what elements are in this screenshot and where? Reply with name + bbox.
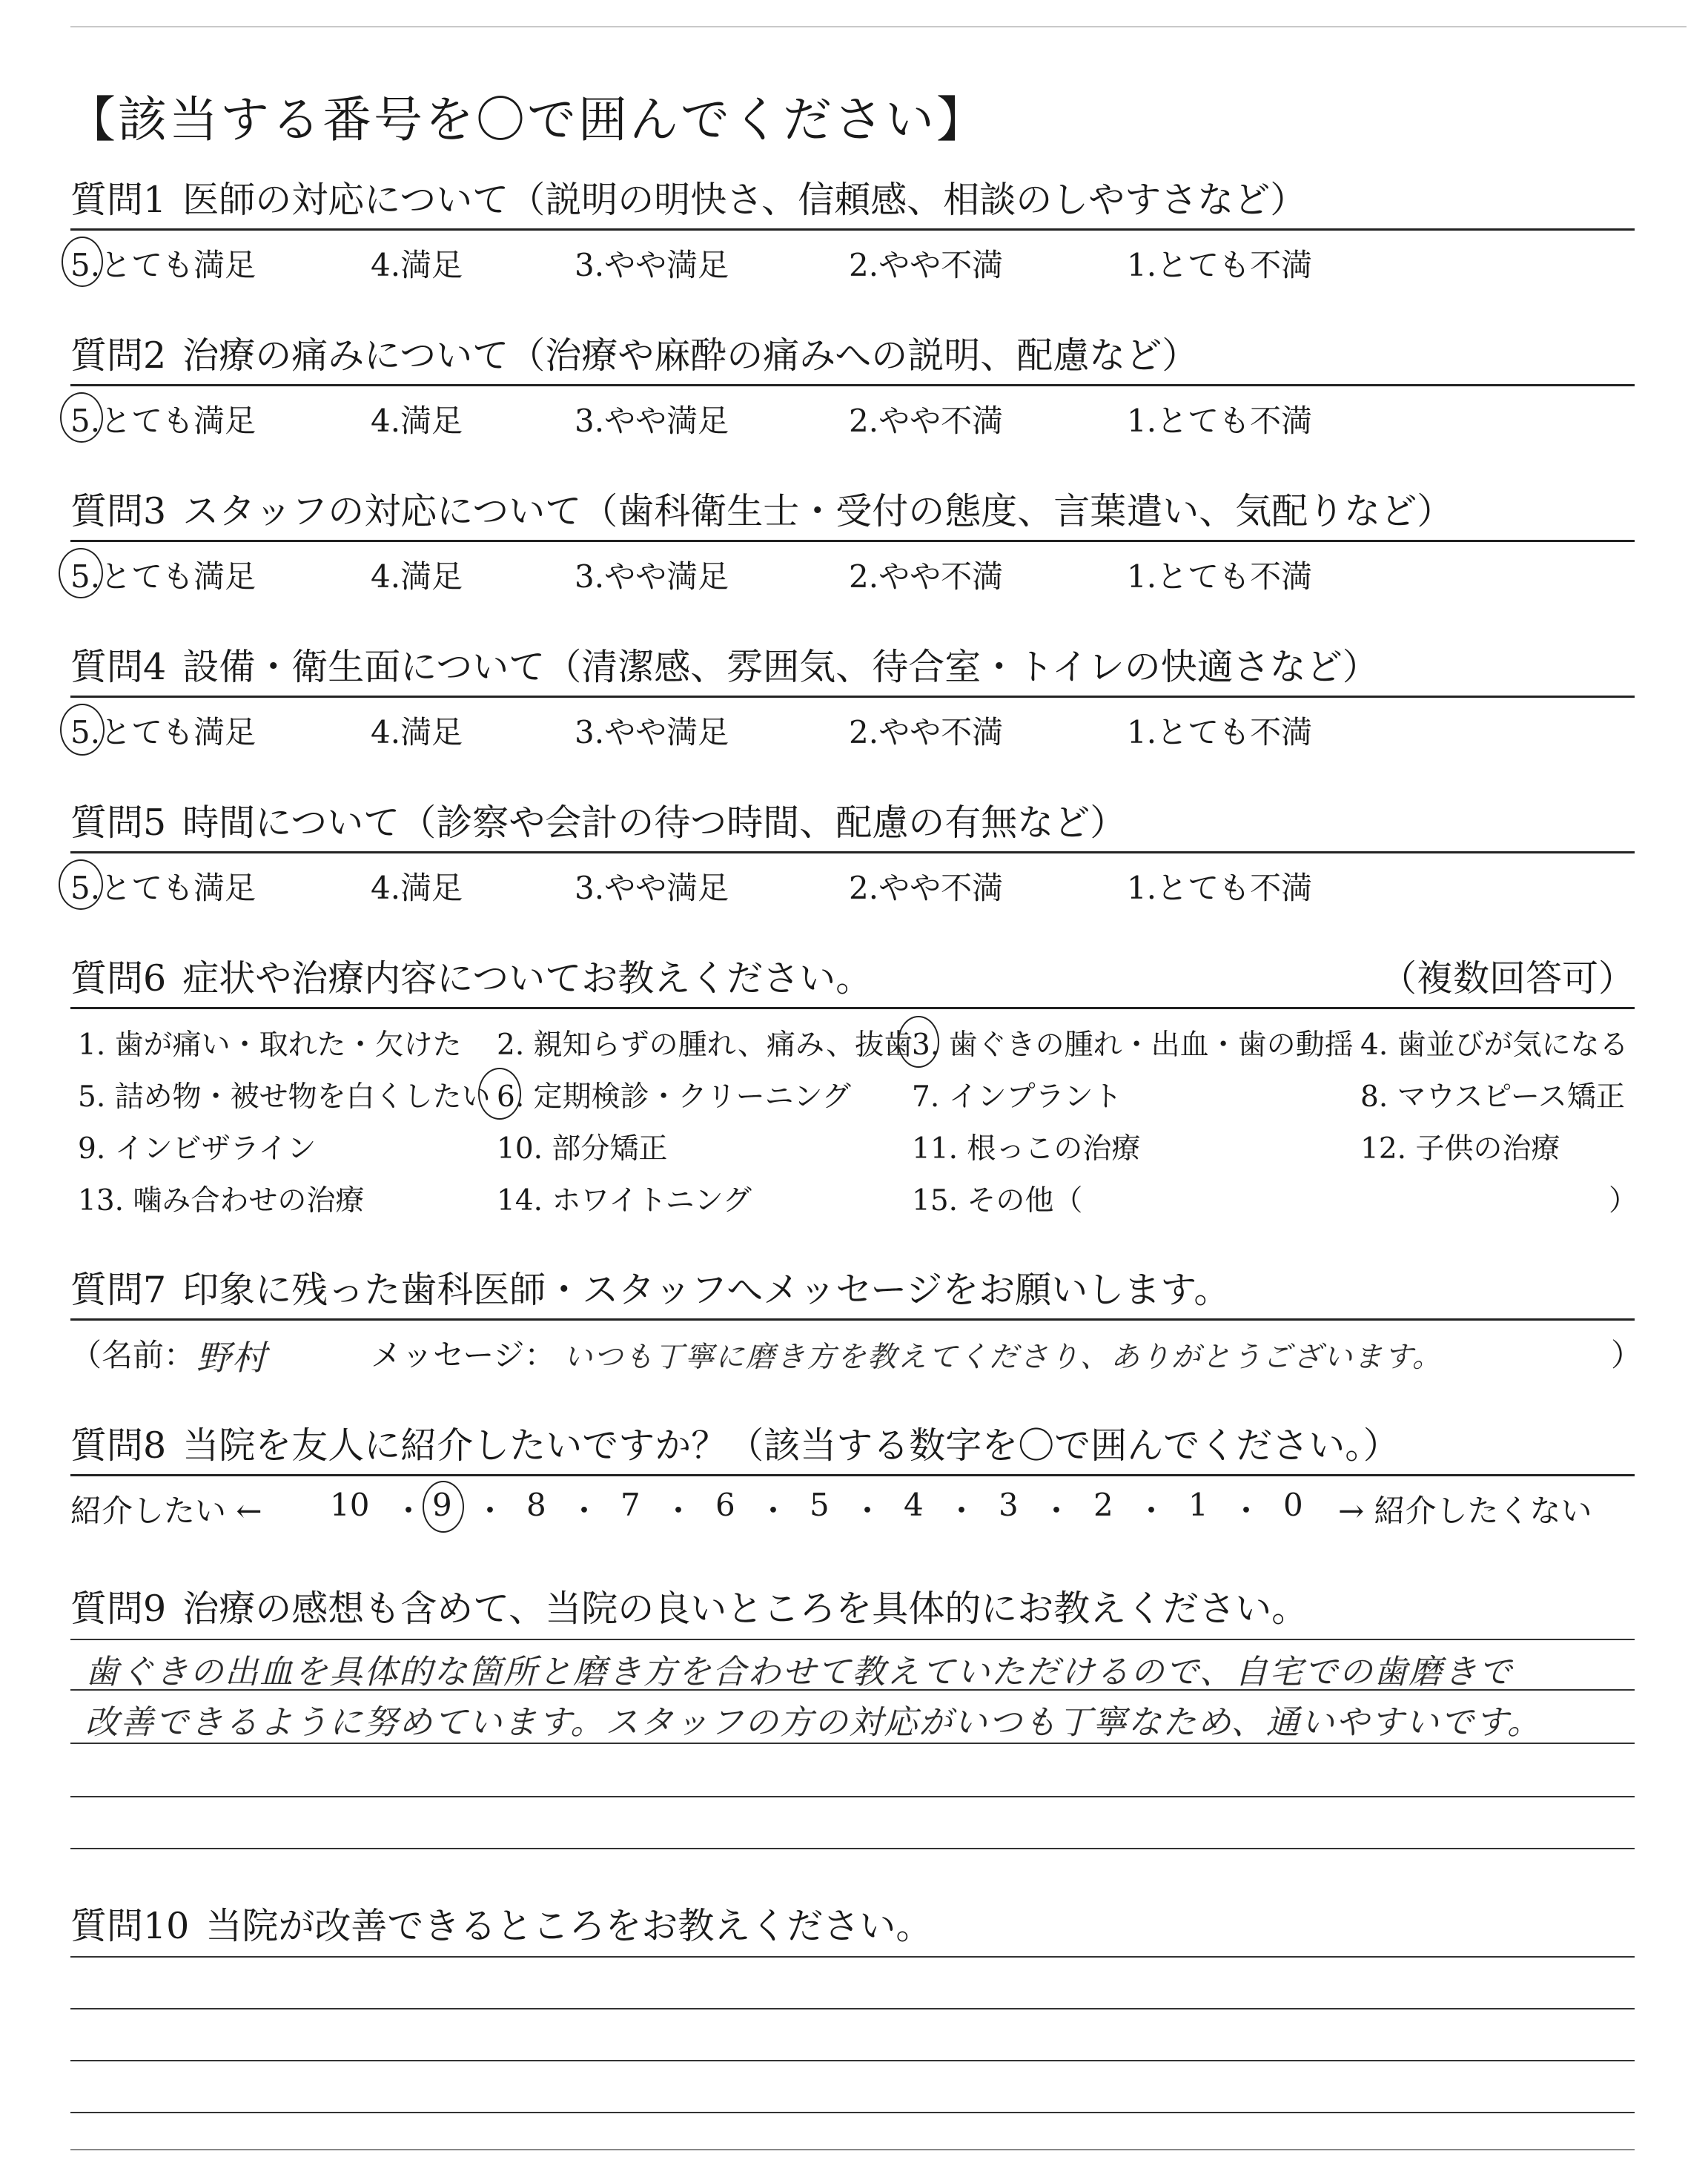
question-text: 当院を友人に紹介したいですか？（該当する数字を〇で囲んでください。） [182, 1424, 1400, 1467]
symptom-option-12[interactable]: 12. 子供の治療 [1360, 1132, 1560, 1166]
message-close-paren: ） [1611, 1337, 1643, 1373]
scale-option-8[interactable]: 8 [526, 1487, 546, 1523]
option-1[interactable]: 1.とても不満 [1127, 558, 1313, 595]
question-number: 質問7 [70, 1269, 167, 1311]
selection-circle [478, 1068, 521, 1120]
option-1[interactable]: 1.とても不満 [1127, 714, 1313, 750]
option-5[interactable]: 5.とても満足 [70, 247, 256, 283]
question-text: 医師の対応について（説明の明快さ、信頼感、相談のしやすさなど） [182, 179, 1307, 221]
question-2 [70, 334, 1635, 443]
option-5[interactable]: 5.とても満足 [70, 558, 256, 595]
question-text: 症状や治療内容についてお教えください。 [182, 957, 873, 1000]
rating-options [70, 864, 1635, 910]
q10-answer-area[interactable] [70, 1949, 1635, 2141]
symptom-option-8[interactable]: 8. マウスピース矯正 [1360, 1080, 1625, 1114]
option-4[interactable]: 4.満足 [371, 558, 463, 595]
question-text: スタッフの対応について（歯科衛生士・受付の態度、言葉遣い、気配りなど） [182, 490, 1454, 532]
rating-options [70, 397, 1635, 443]
scale-right-label: → 紹介したくない [1338, 1493, 1592, 1529]
option-1[interactable]: 1.とても不満 [1127, 247, 1313, 283]
question-number: 質問8 [70, 1424, 167, 1467]
recommend-scale [70, 1487, 1635, 1531]
scale-separator: ・ [663, 1493, 695, 1529]
selection-circle [59, 548, 103, 598]
handwritten-answer-line: 歯ぐきの出血を具体的な箇所と磨き方を合わせて教えていただけるので、自宅での歯磨きで [85, 1652, 1514, 1691]
symptom-option-6[interactable]: 6. 定期検診・クリーニング [497, 1080, 851, 1114]
question-4 [70, 645, 1635, 754]
message-field[interactable]: いつも丁寧に磨き方を教えてくださり、ありがとうございます。 [563, 1341, 1443, 1374]
scale-separator: ・ [1136, 1493, 1168, 1529]
scale-separator: ・ [1231, 1493, 1262, 1529]
multiple-answers-note: （複数回答可） [1380, 957, 1635, 1000]
scale-separator: ・ [569, 1493, 600, 1529]
question-text: 当院が改善できるところをお教えください。 [205, 1905, 933, 1947]
question-9 [70, 1587, 1635, 1631]
option-4[interactable]: 4.満足 [371, 247, 463, 283]
selection-circle [60, 704, 105, 756]
symptom-option-14[interactable]: 14. ホワイトニング [497, 1184, 752, 1218]
scale-separator: ・ [852, 1493, 884, 1529]
question-text: 時間について（診察や会計の待つ時間、配慮の有無など） [182, 802, 1127, 844]
question-number: 質問5 [70, 802, 167, 844]
question-number: 質問6 [70, 957, 167, 1000]
scale-option-6[interactable]: 6 [715, 1487, 735, 1523]
question-number: 質問9 [70, 1588, 167, 1630]
option-1[interactable]: 1.とても不満 [1127, 870, 1313, 906]
option-3[interactable]: 3.やや満足 [575, 714, 729, 750]
symptom-option-5[interactable]: 5. 詰め物・被せ物を白くしたい [78, 1080, 491, 1114]
selection-circle [62, 237, 103, 287]
handwritten-answer-line: 改善できるように努めています。スタッフの方の対応がいつも丁寧なため、通いやすいです。 [85, 1702, 1543, 1742]
scale-option-5[interactable]: 5 [810, 1487, 830, 1523]
message-label: メッセージ： [371, 1337, 556, 1373]
question-number: 質問3 [70, 490, 167, 532]
option-3[interactable]: 3.やや満足 [575, 247, 729, 283]
question-6 [70, 957, 1635, 1009]
symptom-option-1[interactable]: 1. 歯が痛い・取れた・欠けた [78, 1028, 462, 1062]
bottom-border-line [70, 2149, 1635, 2150]
question-5 [70, 801, 1635, 910]
rating-options [70, 552, 1635, 598]
option-1[interactable]: 1.とても不満 [1127, 403, 1313, 439]
symptom-option-13[interactable]: 13. 噛み合わせの治療 [78, 1184, 365, 1218]
option-3[interactable]: 3.やや満足 [575, 403, 729, 439]
option-2[interactable]: 2.やや不満 [849, 403, 1004, 439]
scale-left-label: 紹介したい ← [70, 1493, 262, 1529]
scale-option-10[interactable]: 10 [330, 1487, 370, 1523]
selection-circle [898, 1016, 939, 1068]
scale-option-3[interactable]: 3 [999, 1487, 1019, 1523]
scale-option-0[interactable]: 0 [1283, 1487, 1303, 1523]
question-10 [70, 1904, 1635, 1949]
option-3[interactable]: 3.やや満足 [575, 558, 729, 595]
question-8 [70, 1424, 1635, 1531]
scale-separator: ・ [1041, 1493, 1073, 1529]
question-text: 印象に残った歯科医師・スタッフへメッセージをお願いします。 [182, 1269, 1231, 1311]
symptom-option-2[interactable]: 2. 親知らずの腫れ、痛み、抜歯 [497, 1028, 913, 1062]
symptom-options-grid [78, 1022, 1642, 1229]
rating-options [70, 708, 1635, 754]
option-3[interactable]: 3.やや満足 [575, 870, 729, 906]
scale-option-9[interactable]: 9 [432, 1487, 452, 1523]
scale-option-1[interactable]: 1 [1188, 1487, 1208, 1523]
option-2[interactable]: 2.やや不満 [849, 247, 1004, 283]
scale-option-4[interactable]: 4 [904, 1487, 924, 1523]
question-number: 質問10 [70, 1905, 190, 1947]
scale-separator: ・ [393, 1493, 425, 1529]
question-number: 質問2 [70, 334, 167, 377]
selection-circle [423, 1481, 464, 1533]
scale-separator: ・ [758, 1493, 790, 1529]
question-number: 質問4 [70, 646, 167, 688]
option-4[interactable]: 4.満足 [371, 714, 463, 750]
scale-separator: ・ [474, 1493, 506, 1529]
form-header: 【該当する番号を〇で囲んでください】 [67, 91, 987, 148]
question-text: 設備・衛生面について（清潔感、雰囲気、待合室・トイレの快適さなど） [182, 646, 1379, 688]
scale-option-2[interactable]: 2 [1093, 1487, 1113, 1523]
rating-options [70, 241, 1635, 287]
option-4[interactable]: 4.満足 [371, 403, 463, 439]
question-text: 治療の痛みについて（治療や麻酔の痛みへの説明、配慮など） [182, 334, 1199, 377]
top-border-line [70, 26, 1687, 27]
question-number: 質問1 [70, 179, 167, 221]
name-label: （名前： [70, 1337, 196, 1373]
option-5[interactable]: 5.とても満足 [70, 870, 256, 906]
option-2[interactable]: 2.やや不満 [849, 558, 1004, 595]
symptom-option-11[interactable]: 11. 根っこの治療 [912, 1132, 1141, 1166]
option-5[interactable]: 5.とても満足 [70, 714, 256, 750]
scale-option-7[interactable]: 7 [620, 1487, 640, 1523]
symptom-option-7[interactable]: 7. インプラント [912, 1080, 1122, 1114]
question-text: 治療の感想も含めて、当院の良いところを具体的にお教えください。 [182, 1588, 1308, 1630]
symptom-option-3[interactable]: 3. 歯ぐきの腫れ・出血・歯の動揺 [912, 1028, 1354, 1062]
other-close-paren: ） [1609, 1184, 1638, 1218]
name-field[interactable]: 野村 [196, 1338, 268, 1378]
symptom-option-4[interactable]: 4. 歯並びが気になる [1360, 1028, 1629, 1062]
question-1 [70, 178, 1635, 287]
symptom-option-15[interactable]: 15. その他（ [912, 1184, 1083, 1218]
option-5[interactable]: 5.とても満足 [70, 403, 256, 439]
selection-circle [59, 859, 103, 910]
symptom-option-9[interactable]: 9. インビザライン [78, 1132, 317, 1166]
selection-circle [60, 392, 103, 443]
option-2[interactable]: 2.やや不満 [849, 714, 1004, 750]
option-4[interactable]: 4.満足 [371, 870, 463, 906]
symptom-option-10[interactable]: 10. 部分矯正 [497, 1132, 668, 1166]
question-7 [70, 1268, 1643, 1380]
question-3 [70, 489, 1635, 598]
option-2[interactable]: 2.やや不満 [849, 870, 1004, 906]
scale-separator: ・ [946, 1493, 978, 1529]
q9-answer-area[interactable] [70, 1631, 1635, 1854]
